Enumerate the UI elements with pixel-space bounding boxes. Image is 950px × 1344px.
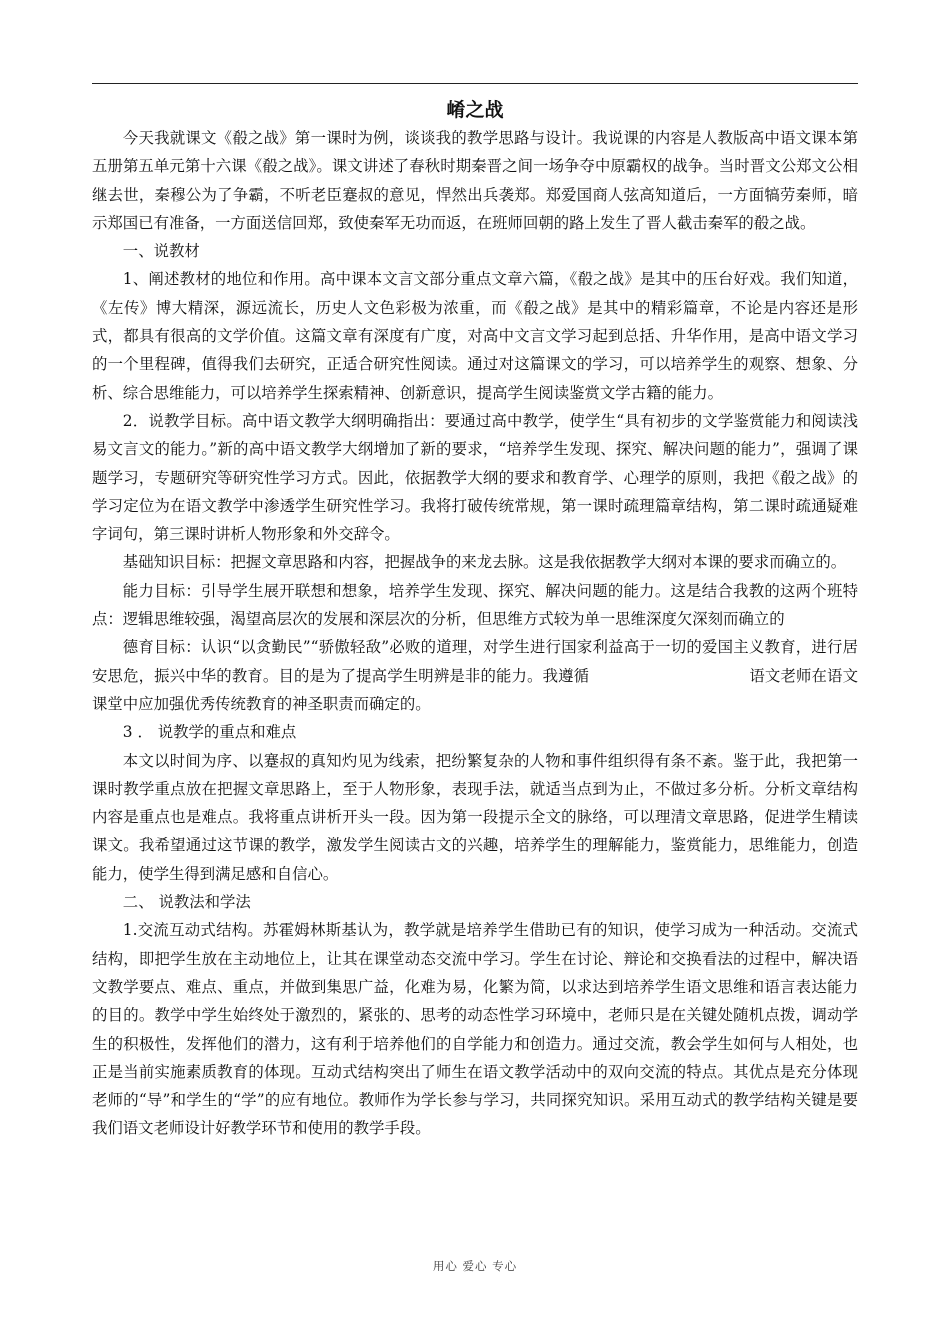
header-rule xyxy=(92,83,858,84)
document-title: 崤之战 xyxy=(446,99,504,121)
knowledge-goal-paragraph: 基础知识目标：把握文章思路和内容，把握战争的来龙去脉。这是我依据教学大纲对本课的要求而确立的。 xyxy=(122,553,847,572)
document-body xyxy=(92,124,858,1143)
textbook-role-paragraph: 1、阐述教材的地位和作用。高中课本文言文部分重点文章六篇，《殽之战》是其中的压台好戏。我们知道，《左传》博大精深，源远流长，历史人文色彩极为浓重，而《殽之战》是其中的精彩篇章，不论是内容还是形式，都具有很高的文学价值。这篇文章有深度有广度，对高中文言文学习起到总括、升华作用，是高中语文学习的一个里程碑，值得我们去研究，正适合研究性阅读。通过对这篇课文的学习，可以培养学生的观察、想象、分析、综合思维能力，可以培养学生探索精神、创新意识，提高学生阅读鉴赏文学古籍的能力。 xyxy=(92,270,858,402)
section-heading-textbook: 一、说教材 xyxy=(122,242,200,261)
section-heading-key-points: 3 ． 说教学的重点和难点 xyxy=(122,723,297,742)
moral-goal-text: 德育目标：认识“以贪勤民”“骄傲轻敌”必败的道理，对学生进行国家利益高于一切的爱国主义教育，进行居安思危，振兴中华的教育。目的是为了提高学生明辨是非的能力。我遵循 xyxy=(92,638,858,685)
page-footer: 用心 爱心 专心 xyxy=(432,1259,518,1273)
moral-goal-paragraph xyxy=(92,633,858,718)
intro-paragraph: 今天我就课文《殽之战》第一课时为例，谈谈我的教学思路与设计。我说课的内容是人教版高中语文课本第五册第五单元第十六课《殽之战》。课文讲述了春秋时期秦晋之间一场争夺中原霸权的战争。当时晋文公郑文公相继去世，秦穆公为了争霸，不听老臣蹇叔的意见，悍然出兵袭郑。郑爱国商人弦高知道后，一方面犒劳秦师，暗示郑国已有准备，一方面送信回郑，致使秦军无功而返，在班师回朝的路上发生了晋人截击秦军的殽之战。 xyxy=(92,129,858,232)
teaching-goals-paragraph: 2．说教学目标。高中语文教学大纲明确指出：要通过高中教学，使学生“具有初步的文学鉴赏能力和阅读浅易文言文的能力。”新的高中语文教学大纲增加了新的要求，“培养学生发现、探究、解决问题的能力”，强调了课题学习，专题研究等研究性学习方式。因此，依据教学大纲的要求和教育学、心理学的原则，我把《殽之战》的学习定位为在语文教学中渗透学生研究性学习。我将打破传统常规，第一课时疏理篇章结构，第二课时疏通疑难字词句，第三课时讲析人物形象和外交辞令。 xyxy=(92,411,858,544)
interactive-structure-paragraph: 1.交流互动式结构。苏霍姆林斯基认为，教学就是培养学生借助已有的知识，使学习成为一种活动。交流式结构，即把学生放在主动地位上，让其在课堂动态交流中学习。学生在讨论、辩论和交换看法的过程中，解决语文教学要点、难点、重点，并做到集思广益，化难为易，化繁为简，以求达到培养学生语文思维和语言表达能力的目的。教学中学生始终处于激烈的，紧张的、思考的动态性学习环境中，老师只是在关键处随机点拨，调动学生的积极性，发挥他们的潜力，这有利于培养他们的自学能力和创造力。通过交流，教会学生如何与人相处，也正是当前实施素质教育的体现。互动式结构突出了师生在语文教学活动中的双向交流的特点。其优点是充分体现老师的“导”和学生的“学”的应有地位。教师作为学长参与学习，共同探究知识。采用互动式的教学结构关键是要我们语文老师设计好教学环节和使用的教学手段。 xyxy=(92,921,858,1138)
key-points-paragraph: 本文以时间为序、以蹇叔的真知灼见为线索，把纷繁复杂的人物和事件组织得有条不紊。鉴于此，我把第一课时教学重点放在把握文章思路上，至于人物形象，表现手法，就适当点到为止，不做过多分析。分析文章结构内容是重点也是难点。我将重点讲析开头一段。因为第一段提示全文的脉络，可以理清文章思路，促进学生精读课文。我希望通过这节课的教学，激发学生阅读古文的兴趣，培养学生的理解能力，鉴赏能力，思维能力，创造能力，使学生得到满足感和自信心。 xyxy=(92,751,858,883)
moral-goal-text-continued: 语文老师在语文课堂中应加强优秀传统教育的神圣职责而确定的。 xyxy=(92,666,858,713)
ability-goal-paragraph: 能力目标：引导学生展开联想和想象，培养学生发现、探究、解决问题的能力。这是结合我教的这两个班特点：逻辑思维较强，渴望高层次的发展和深层次的分析，但思维方式较为单一思维深度欠深刻而确立的 xyxy=(92,581,858,629)
section-heading-methods: 二、 说教法和学法 xyxy=(122,893,251,912)
